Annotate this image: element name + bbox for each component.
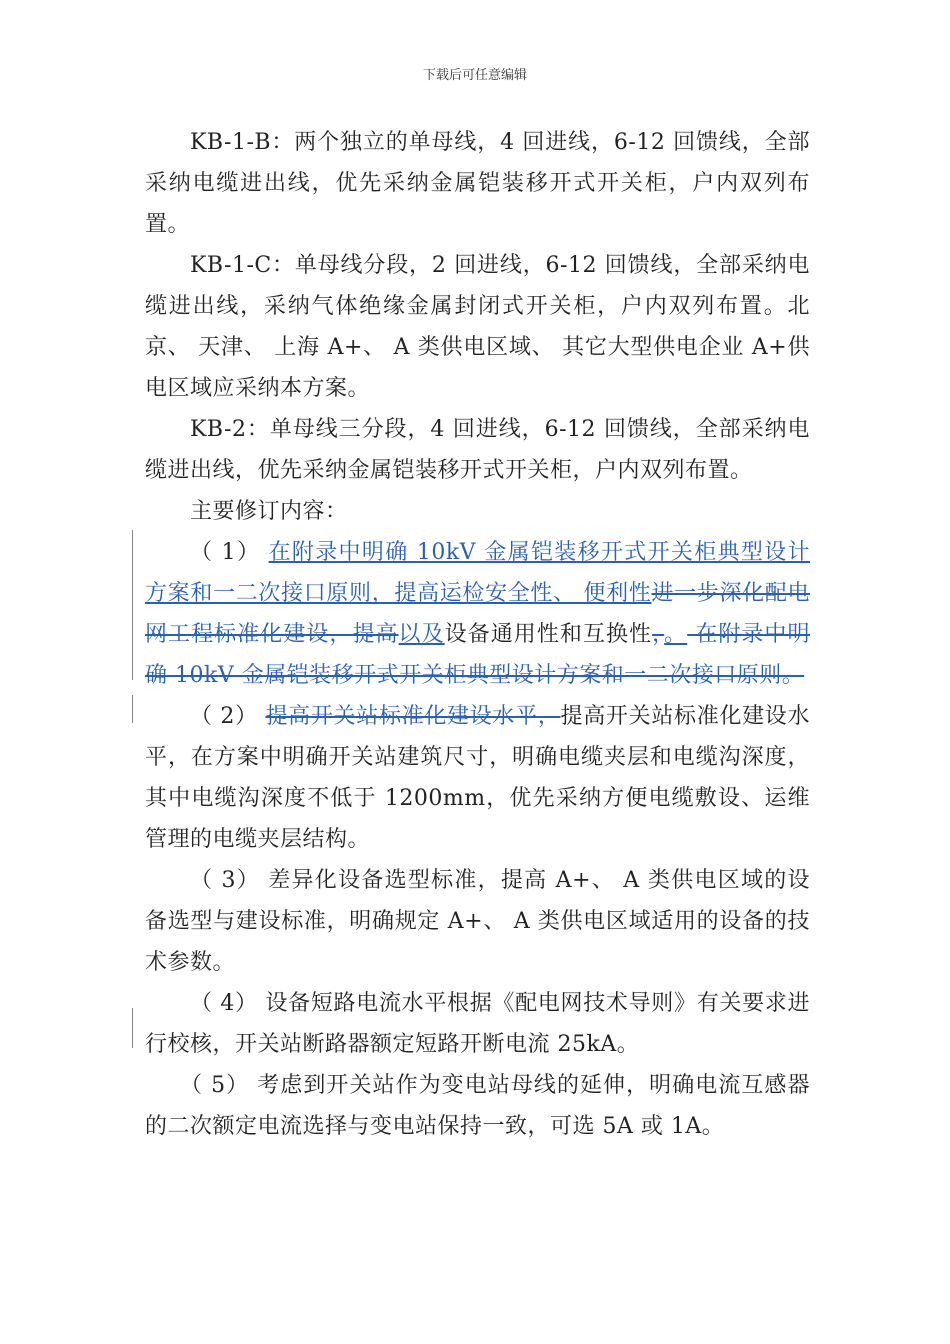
item-1-prefix: （ 1） (190, 540, 269, 565)
revision-item-3: （ 3） 差异化设备选型标准，提高 A+、 A 类供电区域的设备选型与建设标准，明确规定 A+、 A 类供电区域适用的设备的技术参数。 (145, 868, 810, 975)
item-2-text: 提高开关站标准化建设水平，在方案中明确开关站建筑尺寸，明确电缆夹层和电缆沟深度，其中电缆沟深度不低于 1200mm，优先采纳方便电缆敷设、运维管理的电缆夹层结构。 (145, 704, 810, 852)
item-1-insertion-1: 在附录中明确 10kV 金属铠装移开式开关柜典型设计方案和一二次接口原则，提高运检安全性、 便利性 (145, 540, 811, 606)
item-1-insertion-3: 。 (664, 622, 688, 647)
paragraph-kb2: KB-2：单母线三分段，4 回进线，6-12 回馈线，全部采纳电缆进出线，优先采纳金属铠装移开式开关柜，户内双列布置。 (145, 417, 810, 483)
revisions-heading: 主要修订内容： (190, 499, 348, 524)
item-1-deletion-1: 进一步深化配电网工程标准化建设，提高 (145, 581, 810, 647)
document-body (145, 122, 810, 1147)
paragraph-kb1b: KB-1-B：两个独立的单母线，4 回进线，6-12 回馈线，全部采纳电缆进出线，优先采纳金属铠装移开式开关柜，户内双列布置。 (145, 130, 810, 237)
item-2-prefix: （ 2） (190, 704, 266, 729)
revision-item-5: （ 5） 考虑到开关站作为变电站母线的延伸，明确电流互感器的二次额定电流选择与变电站保持一致，可选 5A 或 1A。 (145, 1073, 810, 1139)
item-4-text: （ 4） 设备短路电流水平根据《配电网技术导则》有关要求进行校核，开关站断路器额定短路开断电流 25kA。 (145, 991, 810, 1057)
item-2-deletion-1: 提高开关站标准化建设水平， (265, 704, 561, 729)
item-1-deletion-2: ， (652, 622, 665, 647)
revision-item-2 (145, 696, 810, 860)
item-1-deletion-3: 在附录中明确 10kV 金属铠装移开式开关柜典型设计方案和一二次接口原则。 (145, 622, 810, 688)
page-header: 下载后可任意编辑 (422, 68, 527, 83)
change-bar-item2 (132, 695, 133, 723)
paragraph-kb1c: KB-1-C：单母线分段，2 回进线，6-12 回馈线，全部采纳电缆进出线，采纳气体绝缘金属封闭式开关柜，户内双列布置。北京、 天津、 上海 A+、 A 类供电区域、 其它大型供电企业 A+供电区域应采纳本方案。 (145, 253, 810, 401)
revision-item-4 (145, 983, 810, 1065)
change-bar-item4 (132, 1008, 133, 1048)
revision-item-1 (145, 532, 810, 696)
item-1-text: 设备通用性和互换性 (444, 622, 653, 647)
change-bar-item1 (132, 530, 133, 680)
item-1-insertion-2: 以及 (398, 622, 445, 647)
